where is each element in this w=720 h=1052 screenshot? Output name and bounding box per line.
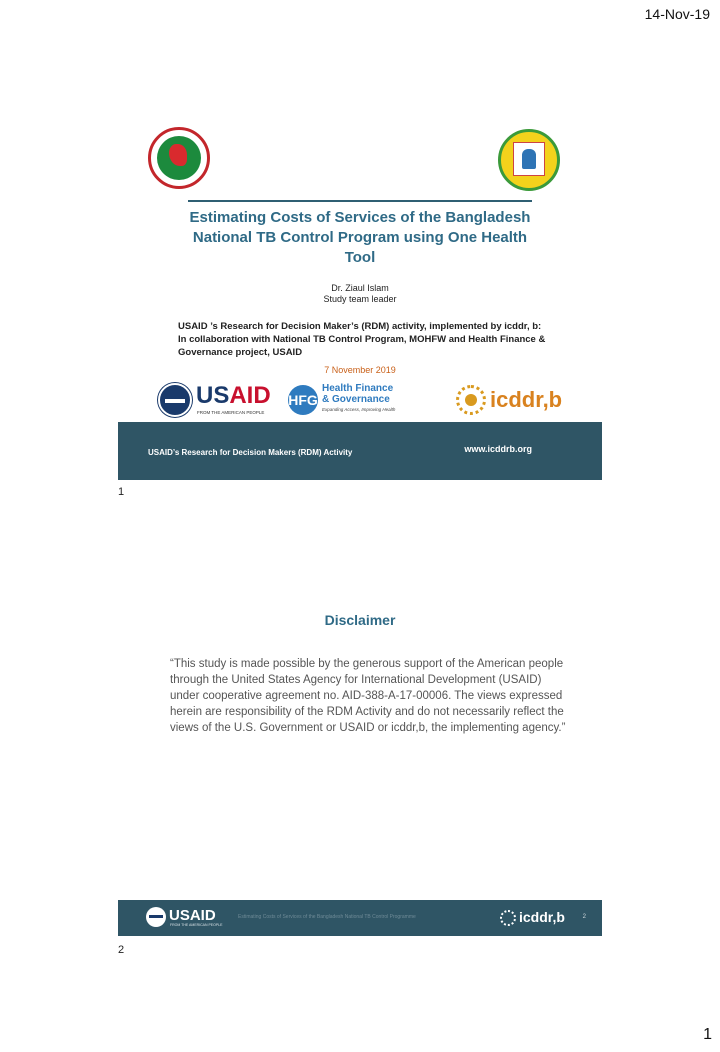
affiliation-text: USAID ’s Research for Decision Maker’s (RDM) activity, implemented by icddr, b: In collaboration with National TB Control Program, MOHFW and Health Finance & Governance project, USAID [178, 321, 546, 358]
footer-icddrb-mark-icon [500, 910, 516, 926]
footer-usaid-seal-icon [146, 907, 166, 927]
presentation-date: 7 November 2019 [324, 365, 396, 375]
bangladesh-government-seal-icon [148, 127, 210, 189]
usaid-logo-us: US [196, 382, 230, 409]
disclaimer-body: “This study is made possible by the generous support of the American people through the United States Agency for International Development (USAID) under cooperative agreement no. AID-388-A-17-00006. The views expressed herein are responsibility of the RDM Activity and do not necessarily reflect the views of the U.S. Government or USAID or icddr,b, the implementing agency.” [170, 658, 566, 734]
icddrb-logo [456, 383, 576, 419]
presenter-block [118, 283, 602, 305]
hfg-tagline: Expanding Access, Improving Health [322, 407, 396, 412]
presenter-name: Dr. Ziaul Islam [331, 283, 389, 293]
slide-title: Estimating Costs of Services of the Bangladesh National TB Control Program using One Health Tool [189, 209, 531, 266]
slide-2-footer [118, 900, 602, 936]
title-rule [188, 200, 532, 202]
usaid-logo-sub: FROM THE AMERICAN PEOPLE [197, 410, 265, 415]
usaid-logo [158, 383, 276, 419]
icddrb-logo-text: icddr,b [490, 387, 563, 412]
presenter-role: Study team leader [323, 294, 397, 304]
hfg-mark-icon: HFG [288, 385, 318, 415]
hfg-line2: & Governance [322, 394, 390, 405]
slide-1-number: 1 [118, 486, 125, 498]
footer-website: www.icddrb.org [464, 444, 532, 454]
slide-2-number: 2 [118, 944, 125, 956]
footer-icddrb-logo [500, 908, 570, 930]
page-date: 14-Nov-19 [644, 6, 710, 22]
footer-usaid-sub: FROM THE AMERICAN PEOPLE [170, 923, 223, 927]
disclaimer-title: Disclaimer [324, 612, 396, 628]
slide-1 [118, 115, 602, 480]
slide-2 [118, 588, 602, 936]
footer-left-text: USAID’s Research for Decision Makers (RDM) Activity [148, 448, 353, 457]
footer-usaid-text: USAID [169, 907, 216, 924]
ntp-logo-icon [498, 129, 560, 191]
page-number: 1 [703, 1026, 712, 1043]
hfg-logo [288, 383, 408, 419]
footer-page-number: 2 [582, 914, 586, 920]
icddrb-mark-icon [456, 385, 486, 415]
usaid-seal-icon [158, 383, 192, 417]
hfg-line1: Health Finance [322, 383, 394, 394]
usaid-logo-aid: AID [229, 382, 271, 409]
footer-center-text: Estimating Costs of Services of the Bangladesh National TB Control Programme [238, 914, 416, 920]
footer-usaid-logo [146, 906, 226, 930]
slide-1-footer [118, 422, 602, 480]
footer-icddrb-text: icddr,b [519, 909, 565, 925]
